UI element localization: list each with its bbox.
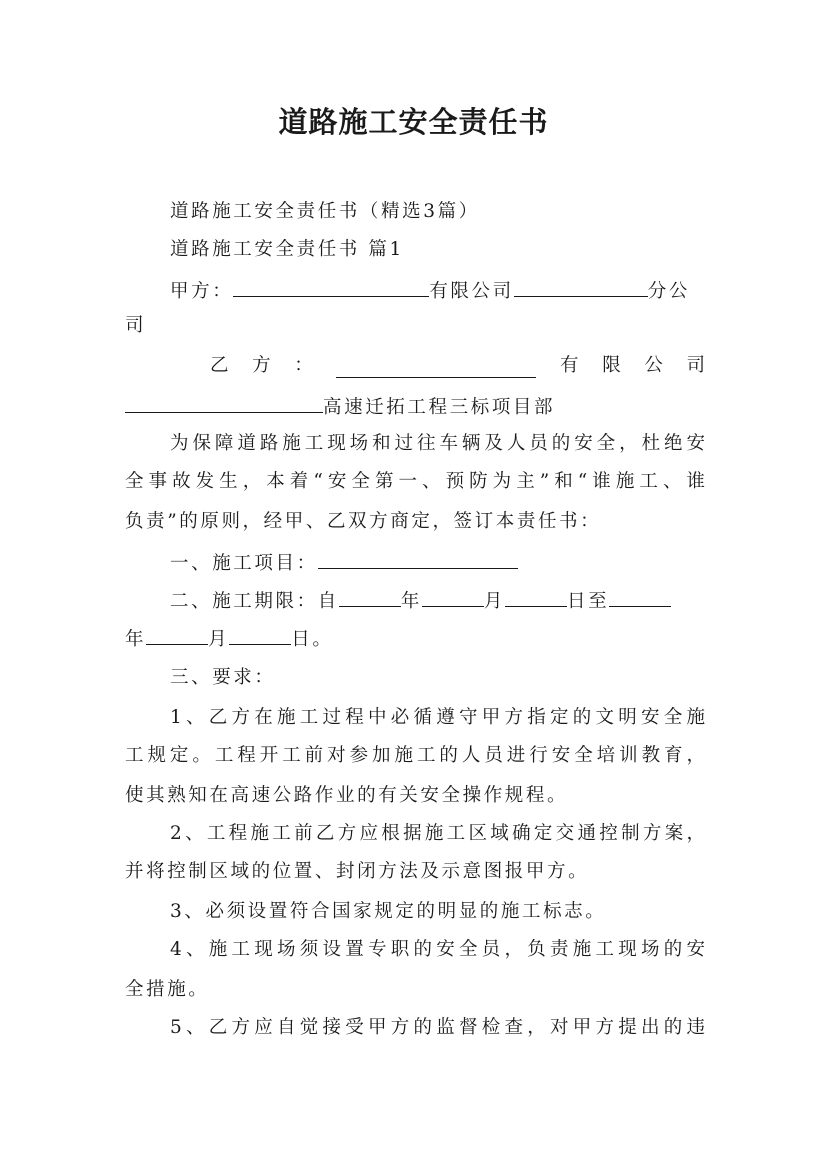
party-b-project-suffix: 高速迁拓工程三标项目部 [323, 397, 556, 418]
party-b-project-blank[interactable] [125, 394, 323, 413]
item2-label: 二、施工期限：自 [170, 591, 339, 612]
party-b-char: 方 [252, 355, 271, 376]
party-a-line-cont [125, 314, 705, 338]
item2-line-cont [125, 626, 705, 652]
party-b-line [210, 354, 705, 378]
requirement-line: 并将控制区域的位置、封闭方法及示意图报甲方。 [125, 861, 590, 882]
requirement-line: 2、工程施工前乙方应根据施工区域确定交通控制方案， [170, 823, 705, 844]
item3-label: 三、要求： [170, 667, 276, 688]
day-end-label: 日。 [291, 629, 334, 650]
requirement-line: 1、乙方在施工过程中必循遵守甲方指定的文明安全施 [170, 707, 705, 728]
section-heading: 道路施工安全责任书 篇1 [170, 239, 404, 260]
start-day-blank[interactable] [505, 588, 567, 607]
requirement-line: 5、乙方应自觉接受甲方的监督检查，对甲方提出的违 [170, 1017, 705, 1038]
party-b-company-blank[interactable] [336, 359, 536, 378]
party-a-branch-blank[interactable] [514, 278, 648, 297]
start-month-blank[interactable] [422, 588, 484, 607]
party-b-char: 乙 [210, 355, 229, 376]
party-b-char: 司 [686, 355, 705, 376]
party-a-label: 甲方： [170, 281, 234, 302]
month-label: 月 [208, 629, 230, 650]
intro-line: 负责”的原则，经甲、乙双方商定，签订本责任书： [125, 511, 602, 532]
party-b-line-cont [125, 394, 705, 420]
party-b-char: ： [294, 355, 313, 376]
item1-label: 一、施工项目： [170, 553, 318, 574]
party-a-branch-suffix: 分公 [647, 281, 690, 302]
month-label: 月 [483, 591, 506, 612]
party-a-company-suffix: 有限公司 [429, 281, 514, 302]
year-label: 年 [400, 591, 422, 612]
party-a-line [170, 278, 705, 304]
project-name-blank[interactable] [318, 550, 518, 569]
document-title: 道路施工安全责任书 [278, 105, 549, 139]
day-to-label: 日至 [567, 591, 610, 612]
year-label: 年 [125, 629, 147, 650]
party-b-char: 限 [602, 355, 621, 376]
start-year-blank[interactable] [339, 588, 401, 607]
requirement-line: 3、必须设置符合国家规定的明显的施工标志。 [170, 901, 607, 922]
intro-line: 为保障道路施工现场和过往车辆及人员的安全，杜绝安 [170, 433, 705, 454]
party-a-branch-suffix-cont: 司 [125, 315, 147, 336]
item1-line [170, 550, 705, 576]
subtitle: 道路施工安全责任书（精选3篇） [170, 201, 480, 222]
item2-line [170, 588, 705, 614]
requirement-line: 全措施。 [125, 979, 210, 1000]
end-year-blank[interactable] [609, 588, 671, 607]
requirement-line: 工规定。工程开工前对参加施工的人员进行安全培训教育， [125, 745, 705, 766]
end-month-blank[interactable] [146, 626, 208, 645]
party-a-company-blank[interactable] [233, 278, 429, 297]
party-b-char: 有 [560, 355, 579, 376]
party-b-char: 公 [644, 355, 663, 376]
intro-line: 全事故发生，本着“安全第一、预防为主”和“谁施工、谁 [125, 471, 705, 492]
requirement-line: 4、施工现场须设置专职的安全员，负责施工现场的安 [170, 939, 705, 960]
end-day-blank[interactable] [229, 626, 291, 645]
requirement-line: 使其熟知在高速公路作业的有关安全操作规程。 [125, 785, 569, 806]
